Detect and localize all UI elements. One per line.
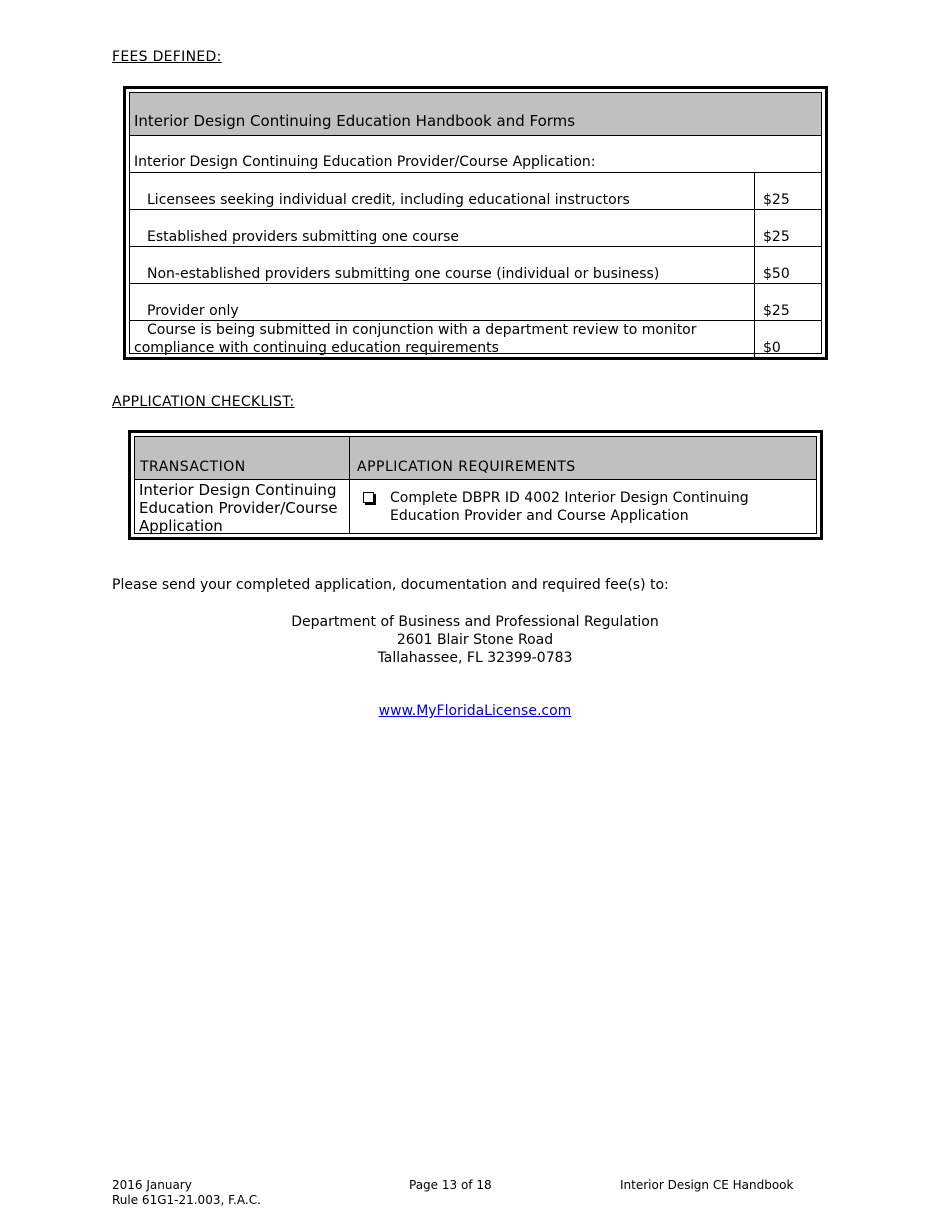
fee-amount-cell <box>754 173 821 209</box>
fee-description: Non-established providers submitting one course (individual or business) <box>147 266 660 282</box>
footer-handbook-title: Interior Design CE Handbook <box>620 1178 794 1192</box>
fee-row <box>130 284 821 321</box>
requirement-item <box>363 489 810 525</box>
fees-table <box>123 86 828 360</box>
fee-description: Provider only <box>147 303 239 319</box>
fees-table-inner <box>129 92 822 354</box>
requirements-column-header: APPLICATION REQUIREMENTS <box>357 459 576 475</box>
fees-table-title: Interior Design Continuing Education Handbook and Forms <box>134 112 576 130</box>
fee-amount: $25 <box>763 303 790 319</box>
checklist-table <box>128 430 823 540</box>
fee-amount-cell <box>754 284 821 320</box>
fee-amount-cell <box>754 247 821 283</box>
transaction-column-header: TRANSACTION <box>140 459 246 475</box>
fee-amount-cell <box>754 321 821 357</box>
footer-date: 2016 January <box>112 1178 192 1192</box>
fee-amount: $25 <box>763 192 790 208</box>
fee-description: Licensees seeking individual credit, including educational instructors <box>147 192 630 208</box>
fee-amount: $50 <box>763 266 790 282</box>
transaction-cell: Interior Design Continuing Education Provider/Course Application <box>139 481 338 535</box>
fee-amount: $0 <box>763 340 781 356</box>
fee-description: Established providers submitting one course <box>147 229 460 245</box>
fees-table-title-row <box>130 93 821 136</box>
mailing-instruction: Please send your completed application, documentation and required fee(s) to: <box>112 577 669 593</box>
requirement-text: Complete DBPR ID 4002 Interior Design Continuing Education Provider and Course Application <box>390 490 749 524</box>
address-line: Department of Business and Professional Regulation <box>291 614 659 630</box>
website-link[interactable]: www.MyFloridaLicense.com <box>378 703 572 719</box>
fee-amount-cell <box>754 210 821 246</box>
address-line: 2601 Blair Stone Road <box>396 632 554 648</box>
checklist-section-heading: APPLICATION CHECKLIST: <box>112 394 295 410</box>
fee-description: Course is being submitted in conjunction with a department review to monitor compliance with continuing education requirements <box>134 322 697 356</box>
fee-row <box>130 247 821 284</box>
fees-application-label: Interior Design Continuing Education Provider/Course Application: <box>134 154 596 170</box>
footer-rule: Rule 61G1-21.003, F.A.C. <box>112 1193 261 1207</box>
checkbox-icon <box>363 492 374 503</box>
fee-row <box>130 210 821 247</box>
fee-row <box>130 321 821 357</box>
checklist-table-inner <box>134 436 817 534</box>
column-divider <box>349 437 350 533</box>
fee-amount: $25 <box>763 229 790 245</box>
address-line: Tallahassee, FL 32399-0783 <box>377 650 573 666</box>
mailing-address <box>0 613 950 667</box>
checklist-header-row <box>135 437 816 480</box>
website-link-container <box>0 702 950 720</box>
footer-left <box>112 1178 261 1208</box>
fees-section-heading: FEES DEFINED: <box>112 49 222 65</box>
fee-row <box>130 173 821 210</box>
footer-page-number: Page 13 of 18 <box>409 1178 492 1192</box>
fees-application-label-row <box>130 136 821 173</box>
